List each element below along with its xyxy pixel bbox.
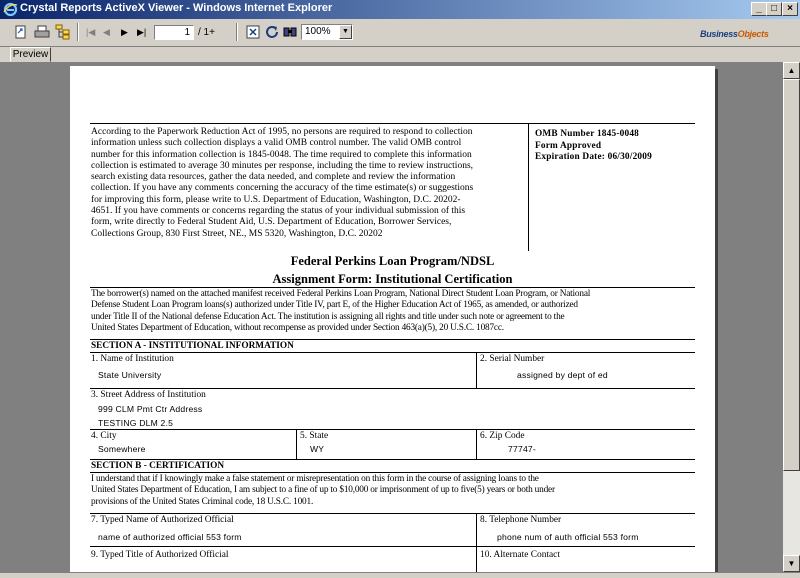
close-button[interactable]: × <box>782 2 798 16</box>
internet-explorer-icon <box>3 2 18 17</box>
toolbar-separator <box>77 23 79 41</box>
institution-name-value: State University <box>98 370 162 380</box>
status-strip <box>0 572 800 578</box>
report-viewer <box>0 62 783 572</box>
intro-text: The borrower(s) named on the attached manifest received Federal Perkins Loan Program, National Direct Student Loan Program, or National Defense Student Loan Program loans(s) authorized under Title IV, part E, of the Higher Education Act of 1965, as amended, or authorized under Title II of the National defense Education Act. The institution is assigning all rights and title under such note or agreement to the United States Department of Education, without recompense as provided under Section 463(a)(5), 20 U.S.C. 1087cc. <box>91 289 591 333</box>
official-name-label: 7. Typed Name of Authorized Official <box>91 515 234 525</box>
zoom-value: 100% <box>305 26 331 37</box>
scroll-down-icon[interactable]: ▼ <box>783 555 800 572</box>
rule <box>90 352 695 353</box>
official-title-label: 9. Typed Title of Authorized Official <box>91 550 229 560</box>
rule <box>90 339 695 340</box>
rule <box>296 429 297 459</box>
alternate-contact-label: 10. Alternate Contact <box>480 550 560 560</box>
state-value: WY <box>310 444 325 454</box>
toolbar-separator <box>236 23 238 41</box>
rule <box>90 459 695 460</box>
telephone-label: 8. Telephone Number <box>480 515 562 525</box>
search-icon[interactable] <box>282 24 298 40</box>
form-approved: Form Approved <box>535 140 602 151</box>
institution-name-label: 1. Name of Institution <box>91 354 174 364</box>
zip-code-label: 6. Zip Code <box>480 431 525 441</box>
refresh-icon[interactable] <box>264 24 280 40</box>
zoom-select[interactable] <box>301 24 353 40</box>
scrollbar-thumb[interactable] <box>783 79 800 471</box>
report-page <box>70 66 715 572</box>
expiration-date: Expiration Date: 06/30/2009 <box>535 152 652 162</box>
group-tree-icon[interactable] <box>55 24 71 40</box>
last-page-icon[interactable]: ▶| <box>137 27 147 37</box>
rule <box>90 429 695 430</box>
zip-code-value: 77747- <box>508 444 536 454</box>
window-title-bar <box>0 0 800 19</box>
city-label: 4. City <box>91 431 117 441</box>
telephone-value: phone num of auth official 553 form <box>497 532 639 542</box>
rule <box>476 513 477 572</box>
rule <box>476 429 477 459</box>
stop-icon[interactable] <box>245 24 261 40</box>
street-address-line1: 999 CLM Pmt Ctr Address <box>98 404 203 414</box>
street-address-line2: TESTING DLM 2.5 <box>98 418 174 428</box>
tab-preview[interactable]: Preview <box>10 47 51 62</box>
rule <box>90 123 695 124</box>
first-page-icon[interactable]: |◀ <box>86 27 96 37</box>
rule <box>90 513 695 514</box>
rule <box>90 472 695 473</box>
tab-bar <box>0 47 800 62</box>
scroll-up-icon[interactable]: ▲ <box>783 62 800 79</box>
minimize-button[interactable]: _ <box>751 2 767 16</box>
official-name-value: name of authorized official 553 form <box>98 532 242 542</box>
rule <box>476 352 477 388</box>
export-icon[interactable] <box>13 24 29 40</box>
previous-page-icon[interactable]: ◀ <box>103 27 110 37</box>
page-number-input[interactable]: 1 <box>154 25 194 40</box>
omb-block <box>535 129 652 164</box>
rule <box>90 388 695 389</box>
serial-number-label: 2. Serial Number <box>480 354 545 364</box>
rule <box>90 287 695 288</box>
street-address-label: 3. Street Address of Institution <box>91 390 206 400</box>
serial-number-value: assigned by dept of ed <box>517 370 608 380</box>
paperwork-notice: According to the Paperwork Reduction Act of 1995, no persons are required to respond to collection information unless such collection displays a valid OMB control number. The valid OMB control number for this information collection is 1845-0048. The time required to complete this information collection is estimated to average 30 minutes per response, including the time to review instructions, search existing data resources, gather the data needed, and complete and review the information collection. If you have any comments concerning the accuracy of the time estimate(s) or suggestions for improving this form, please write to U.S. Department of Education, Washington, D.C. 20202- 4651. If you have comments or concerns regarding the status of your individual submission of this form, write directly to Federal Student Aid, U.S. Department of Education, Borrower Services, Collections Group, 830 First Street, NE., MS 5320, Washington, D.C. 20202 <box>91 127 474 239</box>
form-subtitle: Assignment Form: Institutional Certification <box>272 272 513 286</box>
section-b-heading: SECTION B - CERTIFICATION <box>91 461 225 471</box>
vertical-scrollbar[interactable] <box>783 62 800 572</box>
viewer-toolbar <box>0 19 800 47</box>
businessobjects-logo: BusinessObjects <box>700 29 769 39</box>
print-icon[interactable] <box>34 24 50 40</box>
maximize-button[interactable]: □ <box>766 2 782 16</box>
section-a-heading: SECTION A - INSTITUTIONAL INFORMATION <box>91 341 294 351</box>
certification-text: I understand that if I knowingly make a false statement or misrepresentation on this form in the course of assigning loans to the United States Department of Education, I am subject to a fine of up to $10,000 or imprisonment of up to five(5) years or both under provisions of the United States Criminal code, 18 U.S.C. 1001. <box>91 474 555 507</box>
page-total: / 1+ <box>198 27 215 38</box>
chevron-down-icon[interactable]: ▼ <box>339 25 352 39</box>
rule <box>90 546 695 547</box>
form-title: Federal Perkins Loan Program/NDSL <box>290 254 495 268</box>
state-label: 5. State <box>300 431 329 441</box>
rule <box>528 123 529 251</box>
next-page-icon[interactable]: ▶ <box>121 27 128 37</box>
city-value: Somewhere <box>98 444 146 454</box>
omb-number: OMB Number 1845-0048 <box>535 129 640 139</box>
window-title: Crystal Reports ActiveX Viewer - Windows Internet Explorer <box>20 2 333 14</box>
